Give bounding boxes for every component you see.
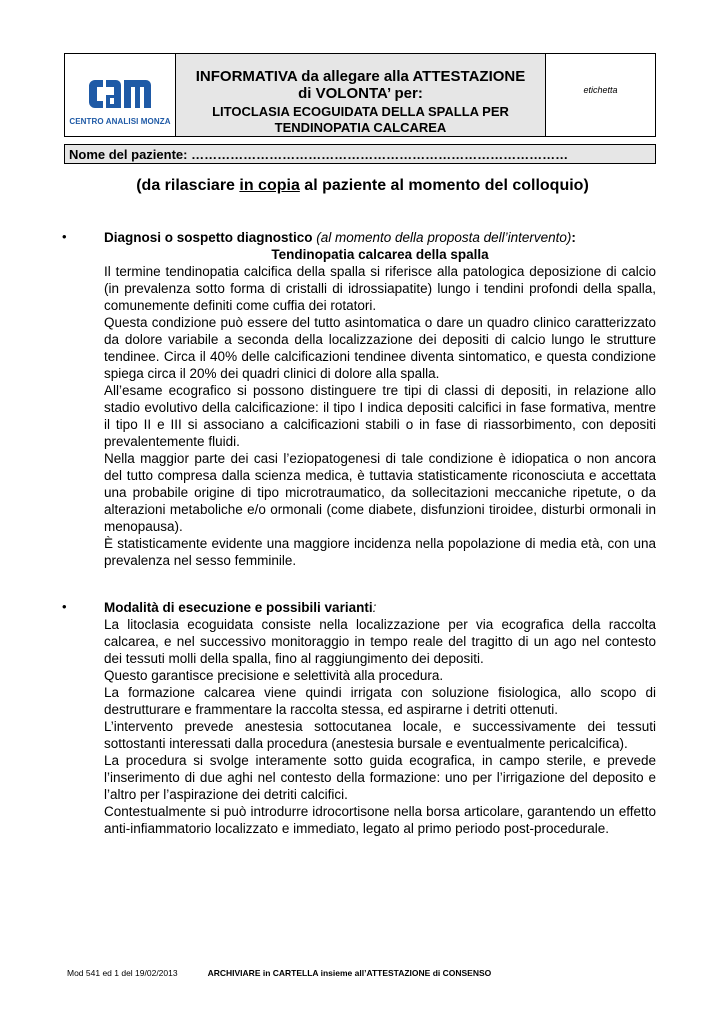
section-heading-italic: (al momento della proposta dell’intervento): [312, 230, 572, 245]
cam-logo-icon: [89, 76, 151, 112]
paragraph: Il termine tendinopatia calcifica della spalla si riferisce alla patologica deposizione di calcio (in prevalenza sotto forma di cristalli di idrossiapatite) lungo i tendini profondi della spalla, comunemente definiti come cuffia dei rotatori.: [104, 264, 656, 313]
section-heading: [104, 229, 656, 246]
paragraph: È statisticamente evidente una maggiore incidenza nella popolazione di media età, con una prevalenza nel sesso femminile.: [104, 536, 656, 568]
patient-name-field: Nome del paziente: ……………………………………………………………………………: [64, 144, 656, 164]
paragraph: Questo garantisce precisione e selettività alla procedura.: [104, 668, 444, 683]
label-cell: etichetta: [583, 85, 618, 95]
header-table: [64, 53, 656, 137]
subtitle-underlined: in copia: [239, 177, 300, 194]
section-center-title: Tendinopatia calcarea della spalla: [271, 247, 489, 262]
paragraph: All’esame ecografico si possono distinguere tre tipi di classi di depositi, in relazione allo stadio evolutivo della calcificazione: il tipo I indica depositi calcifici in fase formativa, mentre il tipo II e III si associano a calcificazioni stabili o in fase di riassorbimento, con depositi prevalentemente fluidi.: [104, 383, 656, 449]
title-sub-1: LITOCLASIA ECOGUIDATA DELLA SPALLA PER: [212, 104, 509, 119]
section-heading: [104, 599, 656, 616]
title-line-2: di VOLONTA’ per:: [298, 85, 423, 102]
paragraph: La litoclasia ecoguidata consiste nella localizzazione per via ecografica della raccolta calcarea, e nel successivo monitoraggio in tempo reale del tragitto di un ago nel contesto dei tessuti molli della spalla, fino al raggiungimento dei depositi.: [104, 617, 656, 666]
subtitle: [0, 177, 725, 195]
paragraph: L’intervento prevede anestesia sottocutanea locale, e successivamente dei tessuti sottostanti interessati dalla procedura (anestesia bursale e eventualmente pericalcifica).: [104, 719, 656, 751]
section-heading-bold: Modalità di esecuzione e possibili varianti: [104, 600, 373, 615]
paragraph: La procedura si svolge interamente sotto guida ecografica, in campo sterile, e prevede l’inserimento di due aghi nel contesto della formazione: uno per l’irrigazione del deposito e l’altro per l’aspirazione dei detriti calcifici.: [104, 753, 656, 802]
logo-cell: [65, 54, 176, 136]
section-execution: [62, 599, 656, 837]
section-heading-colon: :: [372, 600, 377, 615]
subtitle-post: al paziente al momento del colloquio): [299, 177, 589, 194]
paragraph: Contestualmente si può introdurre idrocortisone nella borsa articolare, garantendo un effetto anti-infiammatorio localizzato e immediato, legato al primo periodo post-procedurale.: [104, 804, 656, 836]
section-diagnosis: [62, 229, 656, 569]
paragraph: Nella maggior parte dei casi l’eziopatogenesi di tale condizione è idiopatica o non ancora del tutto compresa dalla scienza medica, è tuttavia statisticamente riconosciuta e accettata una probabile origine di tipo microtraumatico, da sollecitazioni meccaniche ripetute, o da alterazioni metaboliche e/o ormonali (come diabete, disfunzioni tiroidee, disturbi ormonali in menopausa).: [104, 451, 656, 534]
logo-caption: CENTRO ANALISI MONZA: [69, 117, 171, 126]
bullet: •: [62, 229, 67, 244]
section-heading-colon: :: [571, 230, 576, 245]
paragraph: La formazione calcarea viene quindi irrigata con soluzione fisiologica, allo scopo di destrutturare e frammentare la raccolta stessa, ed aspirarne i detriti ottenuti.: [104, 685, 656, 717]
title-cell: [176, 54, 546, 136]
section-heading-bold: Diagnosi o sospetto diagnostico: [104, 230, 313, 245]
footer-mod: Mod 541 ed 1 del 19/02/2013: [67, 968, 178, 978]
footer: [67, 968, 491, 978]
subtitle-pre: (da rilasciare: [136, 177, 240, 194]
bullet: •: [62, 599, 67, 614]
title-sub-2: TENDINOPATIA CALCAREA: [274, 120, 447, 135]
title-line-1: INFORMATIVA da allegare alla ATTESTAZIONE: [195, 68, 526, 85]
footer-archive: ARCHIVIARE in CARTELLA insieme all’ATTESTAZIONE di CONSENSO: [207, 968, 492, 978]
paragraph: Questa condizione può essere del tutto asintomatica o dare un quadro clinico caratterizzato da dolore variabile a seconda della localizzazione dei depositi di calcio lungo le strutture tendinee. Circa il 40% delle calcificazioni tendinee diventa sintomatico, e questa condizione spiega circa il 20% dei quadri clinici di dolore alla spalla.: [104, 315, 656, 381]
